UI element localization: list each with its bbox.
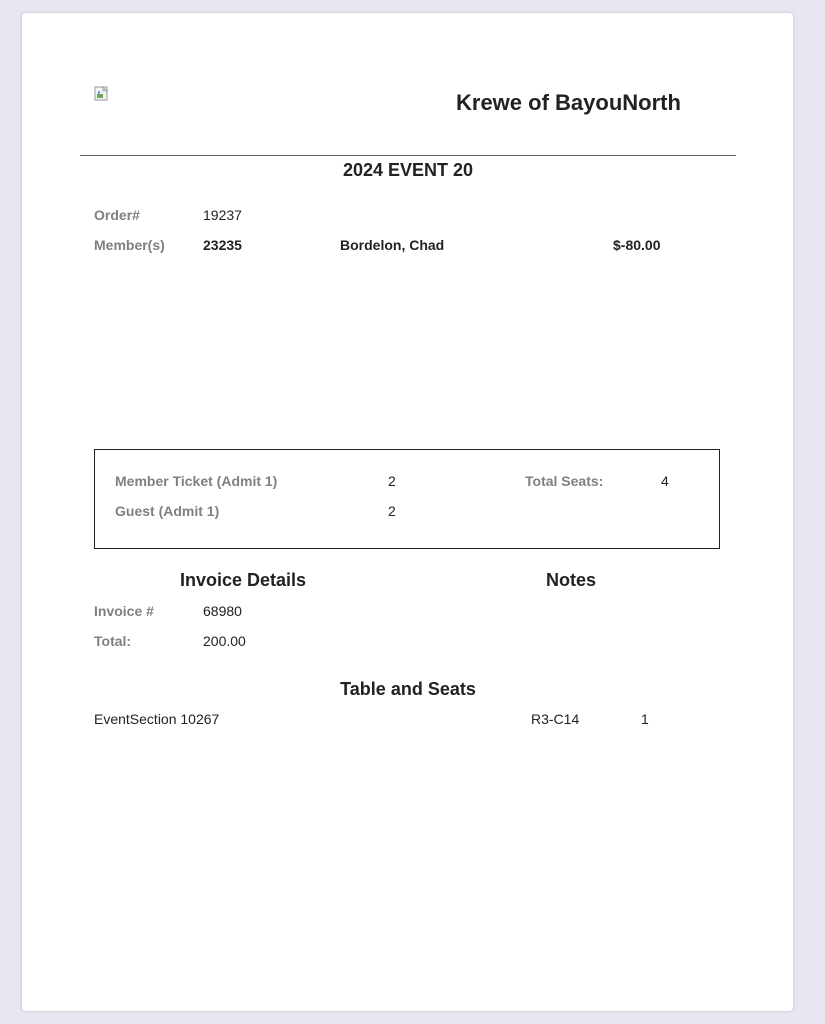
org-name: Krewe of BayouNorth — [456, 90, 681, 115]
total-seats-value: 4 — [661, 473, 669, 489]
ticket-summary-box — [94, 449, 720, 549]
receipt-page — [22, 13, 793, 1011]
seat-code: R3-C14 — [531, 711, 580, 727]
order-label: Order# — [94, 207, 140, 223]
total-value: 200.00 — [203, 633, 246, 649]
broken-image-icon — [94, 86, 110, 102]
member-amount: $-80.00 — [613, 237, 661, 253]
header-divider — [80, 155, 736, 156]
ticket-type-qty: 2 — [388, 473, 396, 489]
member-name: Bordelon, Chad — [340, 237, 445, 253]
ticket-type-qty: 2 — [388, 503, 396, 519]
invoice-details-heading: Invoice Details — [179, 570, 307, 590]
invoice-number: 68980 — [203, 603, 242, 619]
members-label: Member(s) — [94, 237, 165, 253]
event-title: 2024 EVENT 20 — [342, 160, 474, 180]
seat-section: EventSection 10267 — [94, 711, 220, 727]
ticket-type-label: Guest (Admit 1) — [115, 503, 220, 519]
invoice-number-label: Invoice # — [94, 603, 154, 619]
total-label: Total: — [94, 633, 132, 649]
notes-heading: Notes — [545, 570, 596, 590]
ticket-type-label: Member Ticket (Admit 1) — [115, 473, 278, 489]
total-seats-label: Total Seats: — [525, 473, 604, 489]
member-id: 23235 — [203, 237, 242, 253]
order-number: 19237 — [203, 207, 242, 223]
seat-count: 1 — [641, 711, 649, 727]
table-seats-heading: Table and Seats — [340, 679, 476, 699]
